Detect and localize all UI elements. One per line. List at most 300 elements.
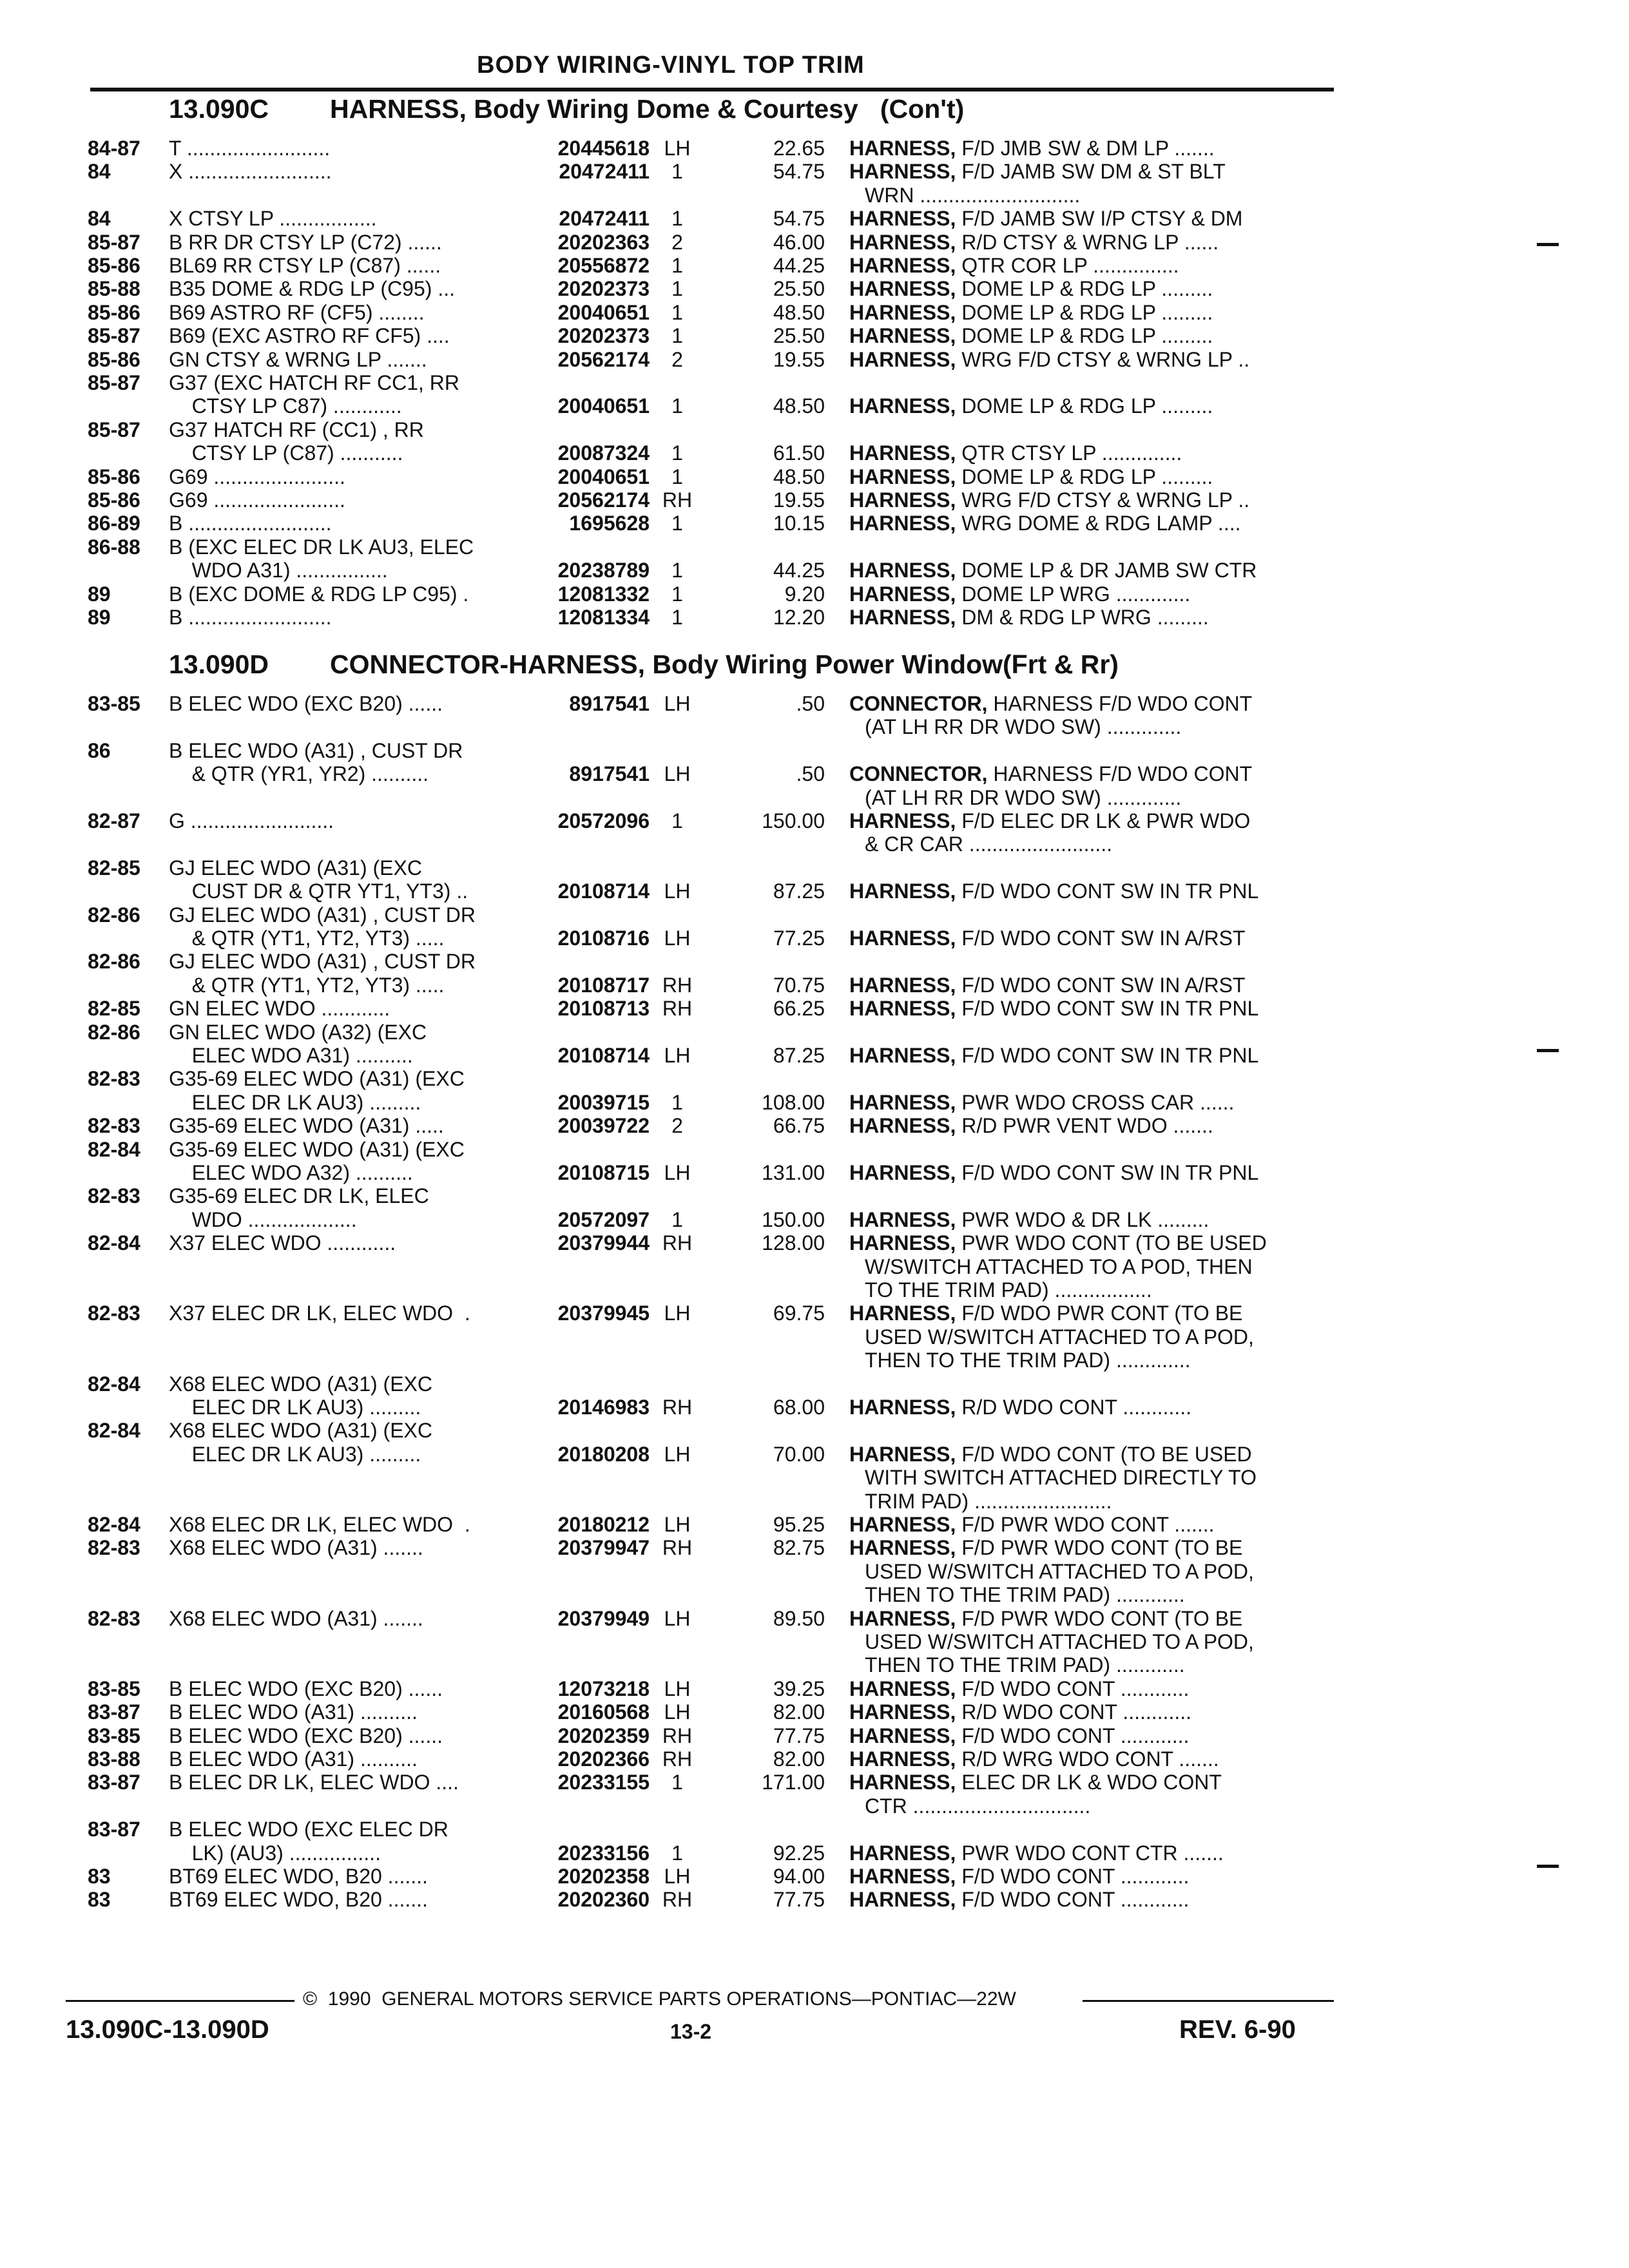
- part-number: 20039722: [557, 1114, 650, 1138]
- part-detail: DOME LP & RDG LP .........: [961, 277, 1213, 301]
- part-name-line: [849, 1677, 1189, 1700]
- quantity: 1: [671, 1207, 683, 1231]
- quantity: LH: [664, 1513, 691, 1536]
- part-name: [849, 974, 1246, 997]
- part-number: 20108714: [557, 1043, 650, 1067]
- application-description: [169, 950, 476, 997]
- description-line: B ELEC WDO (EXC ELEC DR: [169, 1818, 448, 1841]
- part-type: HARNESS,: [849, 1302, 956, 1325]
- application-description: [169, 1021, 427, 1068]
- description-line: B (EXC ELEC DR LK AU3, ELEC: [169, 535, 474, 559]
- part-number: 12081332: [557, 582, 650, 606]
- part-name: [849, 1700, 1191, 1724]
- margin-mark: [1537, 1865, 1559, 1868]
- part-name: [849, 1302, 1254, 1372]
- part-number: 8917541: [569, 762, 650, 786]
- part-number: 20108716: [557, 926, 650, 950]
- part-detail: R/D CTSY & WRNG LP ......: [961, 230, 1219, 254]
- quantity: RH: [662, 1395, 693, 1419]
- part-detail: F/D WDO CONT ............: [961, 1724, 1190, 1747]
- part-name: [849, 1161, 1258, 1184]
- part-detail: R/D WDO CONT ............: [961, 1700, 1191, 1724]
- part-type: HARNESS,: [849, 1043, 956, 1067]
- application-description: [169, 512, 332, 535]
- part-detail: DOME LP & DR JAMB SW CTR: [961, 559, 1257, 582]
- price: 69.75: [773, 1302, 825, 1325]
- part-number: 20202373: [557, 277, 650, 301]
- application-description: [169, 1607, 423, 1630]
- part-number: 12081334: [557, 606, 650, 629]
- model-years: 83-88: [88, 1747, 140, 1771]
- footer-revision: REV. 6-90: [1179, 2015, 1296, 2044]
- part-name: [849, 465, 1213, 488]
- price: 19.55: [773, 488, 825, 512]
- part-number: 20202373: [557, 324, 650, 348]
- application-description: [169, 254, 441, 277]
- part-number: 20160568: [557, 1700, 650, 1724]
- part-detail: DOME LP & RDG LP .........: [961, 300, 1213, 324]
- part-number: 20572096: [557, 809, 650, 832]
- description-line: CTSY LP C87) ............: [169, 394, 402, 418]
- part-name-line: [849, 277, 1213, 300]
- part-type: HARNESS,: [849, 879, 956, 903]
- price: 131.00: [762, 1160, 825, 1184]
- model-years: 82-83: [88, 1184, 140, 1208]
- part-detail: DOME LP WRG .............: [961, 582, 1191, 606]
- part-type: HARNESS,: [849, 1536, 956, 1560]
- part-type: HARNESS,: [849, 1513, 956, 1536]
- part-name: [849, 927, 1246, 950]
- model-years: 82-83: [88, 1114, 140, 1138]
- application-description: [169, 1138, 465, 1185]
- part-detail: ELEC DR LK & WDO CONT: [961, 1771, 1222, 1794]
- quantity: RH: [662, 1231, 693, 1255]
- part-name: [849, 348, 1249, 371]
- description-line: BL69 RR CTSY LP (C87) ......: [169, 254, 441, 277]
- price: 70.75: [773, 973, 825, 997]
- part-detail: F/D ELEC DR LK & PWR WDO: [961, 809, 1251, 832]
- part-detail: F/D JMB SW & DM LP .......: [961, 137, 1215, 160]
- part-name-line: [849, 1114, 1213, 1137]
- footer-rule-left: [66, 2000, 294, 2002]
- part-detail: F/D WDO CONT (TO BE USED: [961, 1442, 1252, 1466]
- price: 39.25: [773, 1677, 825, 1700]
- application-description: [169, 1184, 429, 1231]
- application-description: [169, 856, 468, 903]
- part-type: HARNESS,: [849, 1888, 956, 1912]
- quantity: 2: [671, 1114, 683, 1138]
- quantity: 1: [671, 277, 683, 301]
- description-line: G37 HATCH RF (CC1) , RR: [169, 418, 424, 441]
- price: 25.50: [773, 277, 825, 301]
- application-description: [169, 606, 332, 629]
- part-name-line: [849, 1044, 1258, 1067]
- price: 82.75: [773, 1536, 825, 1560]
- part-detail: R/D PWR VENT WDO .......: [961, 1114, 1213, 1138]
- model-years: 82-84: [88, 1137, 140, 1161]
- quantity: 1: [671, 559, 683, 582]
- price: 95.25: [773, 1513, 825, 1536]
- part-number: 20039715: [557, 1090, 650, 1114]
- part-number: 20379949: [557, 1606, 650, 1630]
- quantity: LH: [664, 1043, 691, 1067]
- description-line: X37 ELEC DR LK, ELEC WDO .: [169, 1302, 470, 1325]
- price: 87.25: [773, 879, 825, 903]
- quantity: 2: [671, 230, 683, 254]
- part-name-line: [849, 1724, 1189, 1747]
- part-name-line: THEN TO THE TRIM PAD) ............: [865, 1583, 1185, 1607]
- description-line: T .........................: [169, 137, 331, 160]
- part-name: [849, 1443, 1257, 1513]
- part-number: 20233155: [557, 1771, 650, 1794]
- part-name-line: [849, 762, 1252, 785]
- part-detail: PWR WDO & DR LK .........: [961, 1207, 1210, 1231]
- description-line: BT69 ELEC WDO, B20 .......: [169, 1865, 428, 1888]
- footer-rule-right: [1083, 2000, 1334, 2002]
- price: 66.75: [773, 1114, 825, 1138]
- part-type: HARNESS,: [849, 441, 956, 465]
- description-line: GJ ELEC WDO (A31) , CUST DR: [169, 903, 476, 927]
- part-number: 20202363: [557, 230, 650, 254]
- model-years: 82-83: [88, 1067, 140, 1091]
- section-heading: HARNESS, Body Wiring Dome & Courtesy (Con't): [330, 94, 965, 124]
- part-detail: F/D WDO CONT SW IN A/RST: [961, 973, 1246, 997]
- part-type: HARNESS,: [849, 1114, 956, 1138]
- footer-page-number: 13-2: [670, 2020, 712, 2043]
- part-name-line: [849, 488, 1249, 512]
- price: 54.75: [773, 207, 825, 231]
- price: 44.25: [773, 254, 825, 277]
- price: 48.50: [773, 465, 825, 488]
- description-line: CTSY LP (C87) ...........: [169, 441, 403, 465]
- application-description: [169, 137, 330, 160]
- quantity: 1: [671, 1771, 683, 1794]
- part-name: [849, 1841, 1224, 1865]
- price: 25.50: [773, 324, 825, 348]
- quantity: 1: [671, 394, 683, 418]
- application-description: [169, 903, 476, 950]
- part-name-line: THEN TO THE TRIM PAD) ............: [865, 1653, 1185, 1677]
- quantity: LH: [664, 1302, 691, 1325]
- description-line: B ELEC WDO (EXC B20) ......: [169, 1724, 443, 1747]
- model-years: 85-87: [88, 371, 140, 394]
- quantity: 1: [671, 160, 683, 184]
- application-description: [169, 348, 427, 371]
- model-years: 85-88: [88, 277, 140, 301]
- part-name: [849, 809, 1250, 856]
- quantity: LH: [664, 879, 691, 903]
- part-name-line: USED W/SWITCH ATTACHED TO A POD,: [865, 1559, 1254, 1583]
- price: 66.25: [773, 997, 825, 1021]
- part-name-line: [849, 606, 1209, 629]
- description-line: LK) (AU3) ................: [169, 1841, 381, 1865]
- part-name-line: [849, 348, 1249, 371]
- model-years: 83-87: [88, 1771, 140, 1794]
- section-title: [169, 649, 1119, 680]
- part-detail: F/D WDO CONT ............: [961, 1865, 1190, 1888]
- model-years: 85-86: [88, 488, 140, 512]
- part-type: HARNESS,: [849, 559, 956, 582]
- price: 10.15: [773, 512, 825, 535]
- price: 94.00: [773, 1865, 825, 1888]
- quantity: RH: [662, 488, 693, 512]
- part-number: 20040651: [557, 465, 650, 488]
- model-years: 83-87: [88, 1700, 140, 1724]
- part-detail: HARNESS F/D WDO CONT: [993, 692, 1253, 715]
- description-line: X68 ELEC DR LK, ELEC WDO .: [169, 1513, 470, 1536]
- application-description: [169, 1865, 428, 1888]
- application-description: [169, 1536, 423, 1559]
- application-description: [169, 231, 442, 254]
- description-line: G35-69 ELEC WDO (A31) (EXC: [169, 1067, 465, 1091]
- part-type: CONNECTOR,: [849, 762, 988, 786]
- part-type: HARNESS,: [849, 1606, 956, 1630]
- part-name-line: [849, 809, 1250, 832]
- part-detail: DM & RDG LP WRG .........: [961, 606, 1209, 629]
- model-years: 85-86: [88, 465, 140, 488]
- description-line: GN CTSY & WRNG LP .......: [169, 347, 427, 371]
- part-name-line: [849, 559, 1257, 582]
- part-number: 20180212: [557, 1513, 650, 1536]
- part-name: [849, 488, 1249, 512]
- part-name-line: (AT LH RR DR WDO SW) .............: [865, 785, 1182, 809]
- part-name-line: [849, 1443, 1257, 1466]
- description-line: GN ELEC WDO (A32) (EXC: [169, 1020, 427, 1044]
- description-line: B .........................: [169, 512, 332, 535]
- description-line: WDO A31) ................: [169, 559, 388, 582]
- part-name-line: [849, 1888, 1189, 1911]
- model-years: 85-86: [88, 300, 140, 324]
- part-detail: PWR WDO CONT (TO BE USED: [961, 1231, 1267, 1255]
- quantity: LH: [664, 1442, 691, 1466]
- part-name: [849, 1396, 1191, 1419]
- application-description: [169, 1302, 470, 1325]
- model-years: 86: [88, 738, 111, 762]
- header-rule: [90, 88, 1334, 91]
- description-line: X68 ELEC WDO (A31) .......: [169, 1606, 423, 1630]
- description-line: ELEC WDO A31) ..........: [169, 1044, 413, 1067]
- price: 128.00: [762, 1231, 825, 1255]
- part-detail: PWR WDO CROSS CAR ......: [961, 1090, 1235, 1114]
- part-number: 20202360: [557, 1888, 650, 1912]
- part-name: [849, 1607, 1254, 1677]
- part-type: HARNESS,: [849, 230, 956, 254]
- part-name-line: [849, 465, 1213, 488]
- page-title: BODY WIRING-VINYL TOP TRIM: [477, 52, 865, 79]
- description-line: GJ ELEC WDO (A31) (EXC: [169, 856, 422, 879]
- model-years: 83: [88, 1865, 111, 1888]
- quantity: LH: [664, 926, 691, 950]
- part-name: [849, 441, 1182, 465]
- model-years: 85-87: [88, 324, 140, 348]
- part-name: [849, 1114, 1213, 1137]
- description-line: B ELEC WDO (A31) , CUST DR: [169, 738, 463, 762]
- part-type: HARNESS,: [849, 1841, 956, 1865]
- quantity: 1: [671, 1841, 683, 1865]
- part-name-line: [849, 582, 1190, 606]
- part-name: [849, 160, 1226, 207]
- part-detail: R/D WRG WDO CONT .......: [961, 1747, 1219, 1771]
- description-line: B ELEC WDO (EXC B20) ......: [169, 692, 443, 715]
- quantity: RH: [662, 973, 693, 997]
- part-number: 20472411: [559, 160, 650, 184]
- part-type: HARNESS,: [849, 973, 956, 997]
- part-name-line: [849, 1747, 1219, 1771]
- quantity: LH: [664, 1677, 691, 1700]
- part-detail: WRG F/D CTSY & WRNG LP ..: [961, 347, 1250, 371]
- description-line: G35-69 ELEC DR LK, ELEC: [169, 1184, 429, 1208]
- part-number: 20108714: [557, 879, 650, 903]
- quantity: 1: [671, 809, 683, 832]
- part-name-line: [849, 997, 1258, 1020]
- description-line: B69 ASTRO RF (CF5) ........: [169, 300, 425, 324]
- part-name-line: [849, 1302, 1254, 1325]
- part-type: HARNESS,: [849, 1677, 956, 1700]
- part-type: HARNESS,: [849, 254, 956, 277]
- part-detail: QTR COR LP ...............: [961, 254, 1179, 277]
- part-number: 20379944: [557, 1231, 650, 1255]
- application-description: [169, 1419, 432, 1466]
- section-title: [169, 94, 964, 124]
- part-name-line: [849, 441, 1182, 465]
- part-name-line: WRN ............................: [865, 183, 1081, 207]
- description-line: G .........................: [169, 809, 334, 832]
- model-years: 82-87: [88, 809, 140, 832]
- part-number: 20379945: [557, 1302, 650, 1325]
- part-name-line: [849, 160, 1226, 183]
- part-type: HARNESS,: [849, 1700, 956, 1724]
- price: .50: [796, 692, 825, 715]
- part-name: [849, 1865, 1189, 1888]
- application-description: [169, 1724, 443, 1747]
- part-type: HARNESS,: [849, 1090, 956, 1114]
- price: .50: [796, 762, 825, 786]
- description-line: G69 .......................: [169, 488, 345, 512]
- part-type: HARNESS,: [849, 137, 956, 160]
- description-line: ELEC DR LK AU3) .........: [169, 1442, 421, 1466]
- description-line: G69 .......................: [169, 465, 345, 488]
- price: 77.75: [773, 1724, 825, 1747]
- part-number: 1695628: [569, 512, 650, 535]
- price: 61.50: [773, 441, 825, 465]
- part-name: [849, 394, 1213, 418]
- price: 108.00: [762, 1090, 825, 1114]
- application-description: [169, 371, 459, 418]
- price: 44.25: [773, 559, 825, 582]
- part-number: 20146983: [557, 1395, 650, 1419]
- part-name-line: [849, 692, 1252, 715]
- part-detail: QTR CTSY LP ..............: [961, 441, 1182, 465]
- part-number: 20556872: [557, 254, 650, 277]
- part-detail: F/D WDO CONT SW IN TR PNL: [961, 1043, 1259, 1067]
- part-number: 8917541: [569, 692, 650, 715]
- part-name-line: [849, 1208, 1209, 1231]
- application-description: [169, 1372, 432, 1419]
- description-line: B ELEC WDO (EXC B20) ......: [169, 1677, 443, 1700]
- part-type: HARNESS,: [849, 465, 956, 488]
- description-line: & QTR (YR1, YR2) ..........: [169, 762, 429, 786]
- part-number: 20379947: [557, 1536, 650, 1560]
- part-name-line: [849, 231, 1219, 254]
- application-description: [169, 465, 345, 488]
- description-line: B (EXC DOME & RDG LP C95) .: [169, 582, 469, 606]
- part-number: 20572097: [557, 1207, 650, 1231]
- application-description: [169, 1700, 418, 1724]
- part-name-line: [849, 512, 1240, 535]
- part-name-line: [849, 1231, 1267, 1254]
- part-name: [849, 137, 1215, 160]
- application-description: [169, 1231, 396, 1254]
- part-number: 20202366: [557, 1747, 650, 1771]
- part-name: [849, 1208, 1209, 1231]
- model-years: 89: [88, 582, 111, 606]
- application-description: [169, 1513, 470, 1536]
- quantity: LH: [664, 762, 691, 786]
- model-years: 82-86: [88, 950, 140, 974]
- model-years: 85-87: [88, 230, 140, 254]
- application-description: [169, 418, 424, 465]
- part-number: 20108715: [557, 1160, 650, 1184]
- quantity: LH: [664, 1865, 691, 1888]
- model-years: 82-83: [88, 1536, 140, 1560]
- part-type: HARNESS,: [849, 488, 956, 512]
- description-line: B69 (EXC ASTRO RF CF5) ....: [169, 324, 450, 348]
- price: 70.00: [773, 1442, 825, 1466]
- quantity: 1: [671, 582, 683, 606]
- price: 22.65: [773, 137, 825, 160]
- part-name: [849, 606, 1209, 629]
- description-line: BT69 ELEC WDO, B20 .......: [169, 1888, 428, 1912]
- model-years: 83-85: [88, 692, 140, 715]
- price: 77.25: [773, 926, 825, 950]
- description-line: X .........................: [169, 160, 332, 184]
- application-description: [169, 207, 376, 230]
- quantity: 1: [671, 254, 683, 277]
- description-line: B RR DR CTSY LP (C72) ......: [169, 230, 442, 254]
- model-years: 82-84: [88, 1419, 140, 1443]
- part-name: [849, 231, 1219, 254]
- quantity: RH: [662, 1724, 693, 1747]
- quantity: LH: [664, 1606, 691, 1630]
- part-name: [849, 559, 1257, 582]
- part-name: [849, 1044, 1258, 1067]
- part-name-line: [849, 394, 1213, 418]
- part-detail: HARNESS F/D WDO CONT: [993, 762, 1253, 786]
- part-detail: F/D WDO CONT SW IN TR PNL: [961, 1160, 1259, 1184]
- price: 54.75: [773, 160, 825, 184]
- part-type: HARNESS,: [849, 997, 956, 1021]
- part-name-line: [849, 1161, 1258, 1184]
- quantity: RH: [662, 997, 693, 1021]
- description-line: B ELEC DR LK, ELEC WDO ....: [169, 1771, 459, 1794]
- part-number: 20562174: [557, 347, 650, 371]
- part-number: 20202358: [557, 1865, 650, 1888]
- part-name: [849, 324, 1213, 347]
- application-description: [169, 1888, 428, 1911]
- part-name: [849, 1513, 1215, 1536]
- part-name-line: TRIM PAD) ........................: [865, 1489, 1112, 1513]
- application-description: [169, 1747, 418, 1771]
- part-type: HARNESS,: [849, 926, 956, 950]
- description-line: X CTSY LP .................: [169, 207, 377, 231]
- part-number: 20562174: [557, 488, 650, 512]
- part-name-line: [849, 879, 1258, 903]
- part-name-line: [849, 137, 1215, 160]
- quantity: LH: [664, 692, 691, 715]
- model-years: 85-86: [88, 254, 140, 277]
- part-detail: F/D WDO CONT SW IN TR PNL: [961, 879, 1259, 903]
- part-detail: F/D WDO CONT SW IN TR PNL: [961, 997, 1259, 1021]
